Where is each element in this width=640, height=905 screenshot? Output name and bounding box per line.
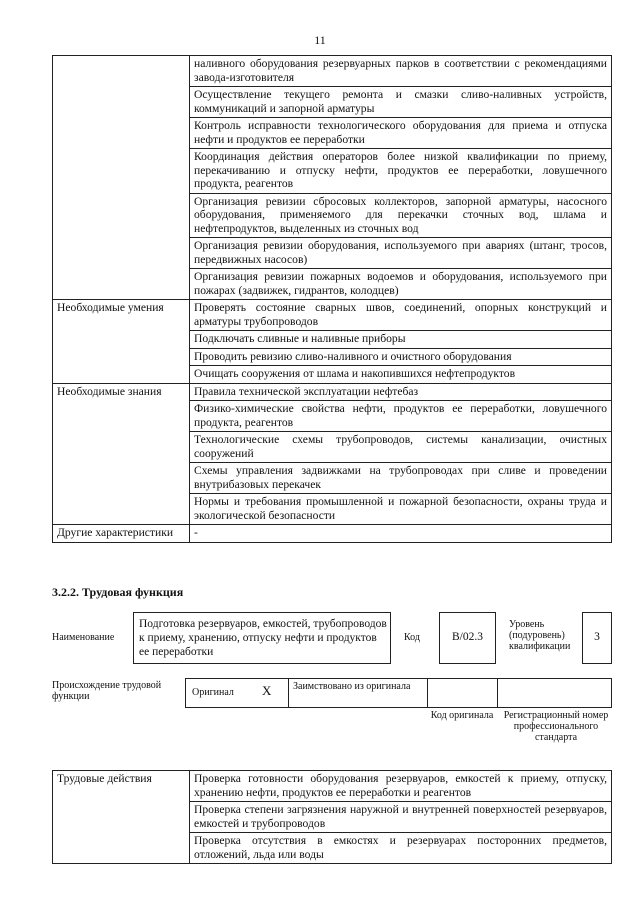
level-label: Уровень (подуровень) квалификации	[509, 619, 571, 652]
table-cell: Организация ревизии сбросовых коллекторов, запорной арматуры, насосного оборудования, применяемого для перекачки сточных вод, шлама и нефтепродуктов, выделенных из сточных вод	[190, 193, 612, 238]
table-cell: Проверка степени загрязнения наружной и внутренней поверхностей резервуаров, емкостей и трубопроводов	[190, 802, 612, 833]
section-title: 3.2.2. Трудовая функция	[52, 585, 184, 599]
table-row	[53, 300, 612, 331]
code-original-caption: Код оригинала	[430, 710, 494, 721]
table-cell: Организация ревизии оборудования, используемого при авариях (штанг, тросов, передвижных насосов)	[190, 238, 612, 269]
table-cell: Правила технической эксплуатации нефтебаз	[190, 383, 612, 401]
level-value: 3	[594, 631, 600, 643]
code-label: Код	[404, 632, 420, 643]
knowledge-label: Необходимые знания	[53, 383, 190, 525]
original-label: Оригинал	[192, 687, 234, 698]
actions-table	[52, 770, 612, 864]
table-cell: Осуществление текущего ремонта и смазки сливо-наливных устройств, коммуникаций и запорной арматуры	[190, 87, 612, 118]
other-value: -	[190, 525, 612, 543]
table-cell: Физико-химические свойства нефти, продуктов ее переработки, ловушечного продукта, реагентов	[190, 401, 612, 432]
table-row	[53, 56, 612, 87]
origin-divider	[288, 678, 289, 708]
table-cell: наливного оборудования резервуарных парков в соответствии с рекомендациями завода-изготовителя	[190, 56, 612, 87]
origin-divider	[427, 678, 428, 708]
table-cell: Организация ревизии пожарных водоемов и оборудования, используемого при пожарах (задвижек, гидрантов, колодцев)	[190, 269, 612, 300]
borrowed-label: Заимствовано из оригинала	[293, 681, 411, 692]
origin-label: Происхождение трудовой функции	[52, 680, 162, 702]
table-cell: Очищать сооружения от шлама и накопившихся нефтепродуктов	[190, 366, 612, 384]
other-label: Другие характеристики	[53, 525, 190, 543]
skills-label: Необходимые умения	[53, 300, 190, 384]
original-mark: X	[262, 683, 272, 698]
actions-label: Трудовые действия	[53, 771, 190, 864]
table-cell: Проверять состояние сварных швов, соединений, опорных конструкций и арматуры трубопроводов	[190, 300, 612, 331]
origin-divider	[497, 678, 498, 708]
requirements-table	[52, 55, 612, 543]
table-row	[53, 525, 612, 543]
table-cell: Нормы и требования промышленной и пожарной безопасности, охраны труда и экологической безопасности	[190, 494, 612, 525]
table-cell: Проводить ревизию сливо-наливного и очистного оборудования	[190, 348, 612, 366]
function-name: Подготовка резервуаров, емкостей, трубопроводов к приему, хранению, отпуску нефти и продуктов ее переработки	[139, 618, 387, 658]
reg-number-caption: Регистрационный номер профессионального стандарта	[503, 710, 609, 743]
table-cell: Технологические схемы трубопроводов, системы канализации, очистных сооружений	[190, 432, 612, 463]
name-label: Наименование	[52, 632, 115, 643]
table-row	[53, 771, 612, 802]
code-value: B/02.3	[452, 631, 483, 643]
table-cell: Проверка готовности оборудования резервуаров, емкостей к приему, отпуску, хранению нефти, продуктов ее переработки и реагентов	[190, 771, 612, 802]
page-number: 11	[314, 33, 326, 47]
table-row	[53, 383, 612, 401]
table-cell: Проверка отсутствия в емкостях и резервуарах посторонних предметов, отложений, льда или воды	[190, 833, 612, 864]
table-cell: Схемы управления задвижками на трубопроводах при сливе и проведении внутрибазовых перекачек	[190, 463, 612, 494]
table-cell: Контроль исправности технологического оборудования для приема и отпуска нефти и продуктов ее переработки	[190, 118, 612, 149]
table-cell: Подключать сливные и наливные приборы	[190, 331, 612, 349]
empty-label-cell	[53, 56, 190, 300]
table-cell: Координация действия операторов более низкой квалификации по приему, перекачиванию и отпуску нефти, продуктов ее переработки, ловушечного продукта, реагентов	[190, 149, 612, 194]
